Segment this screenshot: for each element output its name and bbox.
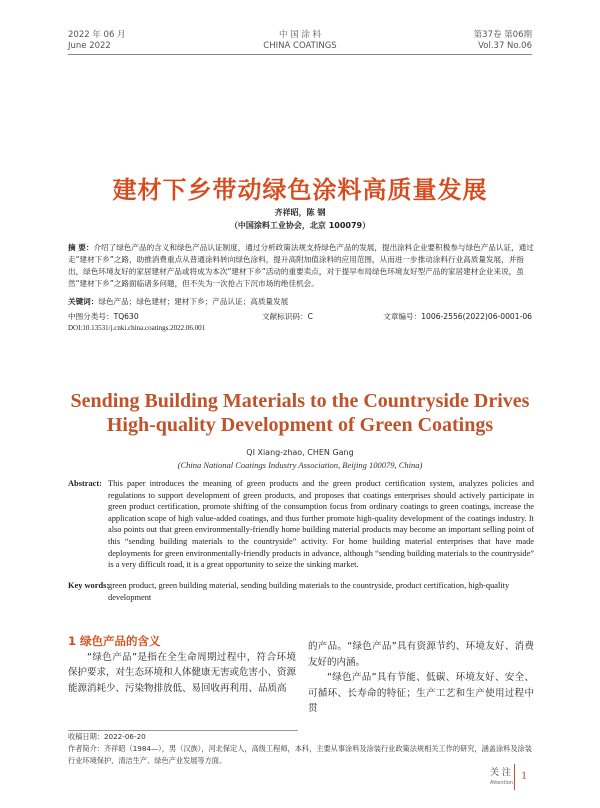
keywords-label-cn: 关键词： bbox=[68, 297, 99, 306]
clc-label: 中图分类号： bbox=[68, 312, 114, 321]
body-left-column bbox=[68, 634, 296, 696]
abstract-en bbox=[68, 478, 534, 571]
clc-value: TQ630 bbox=[113, 312, 139, 321]
section-tab-en: Attention bbox=[490, 780, 514, 786]
footnote-author-bio: 作者简介：齐祥昭（1984—），男（汉族），河北保定人，高级工程师，本科，主要从事涂料及涂装行业政策法规相关工作的研究，涵盖涂料及涂装行业环境保护、清洁生产、绿色产业发展等方面。 bbox=[68, 744, 532, 765]
header-volume-cn: 第37卷 第06期 bbox=[473, 30, 532, 40]
document-code bbox=[262, 311, 313, 322]
header-journal-cn: 中 国 涂 料 bbox=[278, 30, 322, 40]
affiliation-cn: （中国涂料工业协会，北京 100079） bbox=[229, 221, 371, 230]
section-tab-bar bbox=[514, 764, 515, 790]
abstract-cn bbox=[68, 242, 534, 290]
keywords-text-cn: 绿色产品；绿色建材；建材下乡；产品认证；高质量发展 bbox=[98, 297, 289, 306]
authors-en: QI Xiang-zhao, CHEN Gang bbox=[246, 448, 354, 457]
article-number bbox=[383, 311, 532, 322]
header-rule bbox=[68, 54, 532, 55]
body-right-column bbox=[308, 639, 534, 717]
authors-cn: 齐祥昭，陈 钢 bbox=[274, 208, 326, 217]
article-title-en-line1: Sending Building Materials to the Countryside Drives bbox=[70, 390, 530, 412]
keywords-label-en: Key words: bbox=[68, 581, 110, 590]
section-1-heading: 1 绿色产品的含义 bbox=[68, 634, 161, 648]
abstract-label-cn: 摘 要： bbox=[68, 243, 94, 252]
abstract-text-cn: 介绍了绿色产品的含义和绿色产品认证制度，通过分析政策法规支持绿色产品的发展，提出涂料企业要积极参与绿色产品认证，通过走“建材下乡”之路，助推消费重点从普通涂料转向绿色涂料，提升高附加值涂料的应用范围，从而进一步推动涂料行业高质量发展，并指出，绿色环境友好的家居建材产品或将成为本次“建材下乡”活动的重要卖点，对于提早布局绿色环境友好型产品的家居建材企业来说，虽然“建材下乡”之路面临诸多问题，但不失为一次抢占下沉市场的绝佳机会。 bbox=[68, 243, 534, 288]
header-date-en: June 2022 bbox=[68, 41, 111, 51]
page-number: 1 bbox=[521, 768, 527, 782]
affiliation-en: (China National Coatings Industry Association, Beijing 100079, China) bbox=[177, 460, 423, 470]
keywords-text-en: green product, green building material, sending building materials to the countryside, product certification, high-quality development bbox=[108, 581, 510, 602]
article-title-cn: 建材下乡带动绿色涂料高质量发展 bbox=[112, 176, 488, 204]
section-tab-cn: 关 注 bbox=[490, 768, 511, 778]
header-right bbox=[474, 30, 532, 52]
abstract-label-en: Abstract: bbox=[68, 479, 102, 488]
doc-code-label: 文献标识码： bbox=[262, 312, 308, 321]
article-title-en bbox=[0, 389, 600, 437]
footnote-received: 收稿日期：2022-06-20 bbox=[68, 732, 146, 741]
header-journal-en: CHINA COATINGS bbox=[263, 41, 337, 51]
keywords-cn bbox=[68, 296, 288, 307]
clc-number bbox=[68, 311, 139, 322]
header-volume-en: Vol.37 No.06 bbox=[478, 41, 532, 51]
section-tab bbox=[490, 768, 513, 788]
keywords-en bbox=[68, 580, 534, 603]
body-right-paragraph-2: “绿色产品”具有节能、低碳、环境友好、安全、可循环、长寿命的特征；生产工艺和生产使用过程中贯 bbox=[308, 672, 534, 714]
abstract-text-en: This paper introduces the meaning of green products and the green product certification system, analyzes policies and regulations to support development of green products, and proposes that coatings enterprises should actively participate in green product certification, promote shifting of the consumption focus from ordinary coatings to green coatings, increase the application scope of high value-added coatings, and thus further promote high-quality development of the coatings industry. It also points out that green environmentally-friendly home building material products may become an important selling point of this “sending building materials to the countryside” activity. For home building material enterprises that have made deployments for green environmentally-friendly products in advance, although “sending building materials to the countryside” is a very difficult road, it is a great opportunity to seize the sinking market. bbox=[108, 479, 534, 570]
article-no-value: 1006-2556(2022)06-0001-06 bbox=[421, 312, 532, 321]
body-left-paragraph: “绿色产品”是指在全生命周期过程中，符合环境保护要求，对生态环境和人体健康无害或危害小、资源能源消耗少、污染物排放低、易回收再利用、品质高 bbox=[68, 651, 297, 694]
doi: DOI:10.13531/j.cnki.china.coatings.2022.06.001 bbox=[68, 324, 206, 332]
article-title-en-line2: High-quality Development of Green Coatings bbox=[106, 414, 494, 436]
doc-code-value: C bbox=[307, 312, 313, 321]
article-no-label: 文章编号： bbox=[383, 312, 422, 321]
header-date-cn: 2022 年 06 月 bbox=[68, 30, 126, 40]
body-right-paragraph-1: 的产品。“绿色产品”具有资源节约、环境友好、消费友好的内涵。 bbox=[308, 641, 534, 668]
